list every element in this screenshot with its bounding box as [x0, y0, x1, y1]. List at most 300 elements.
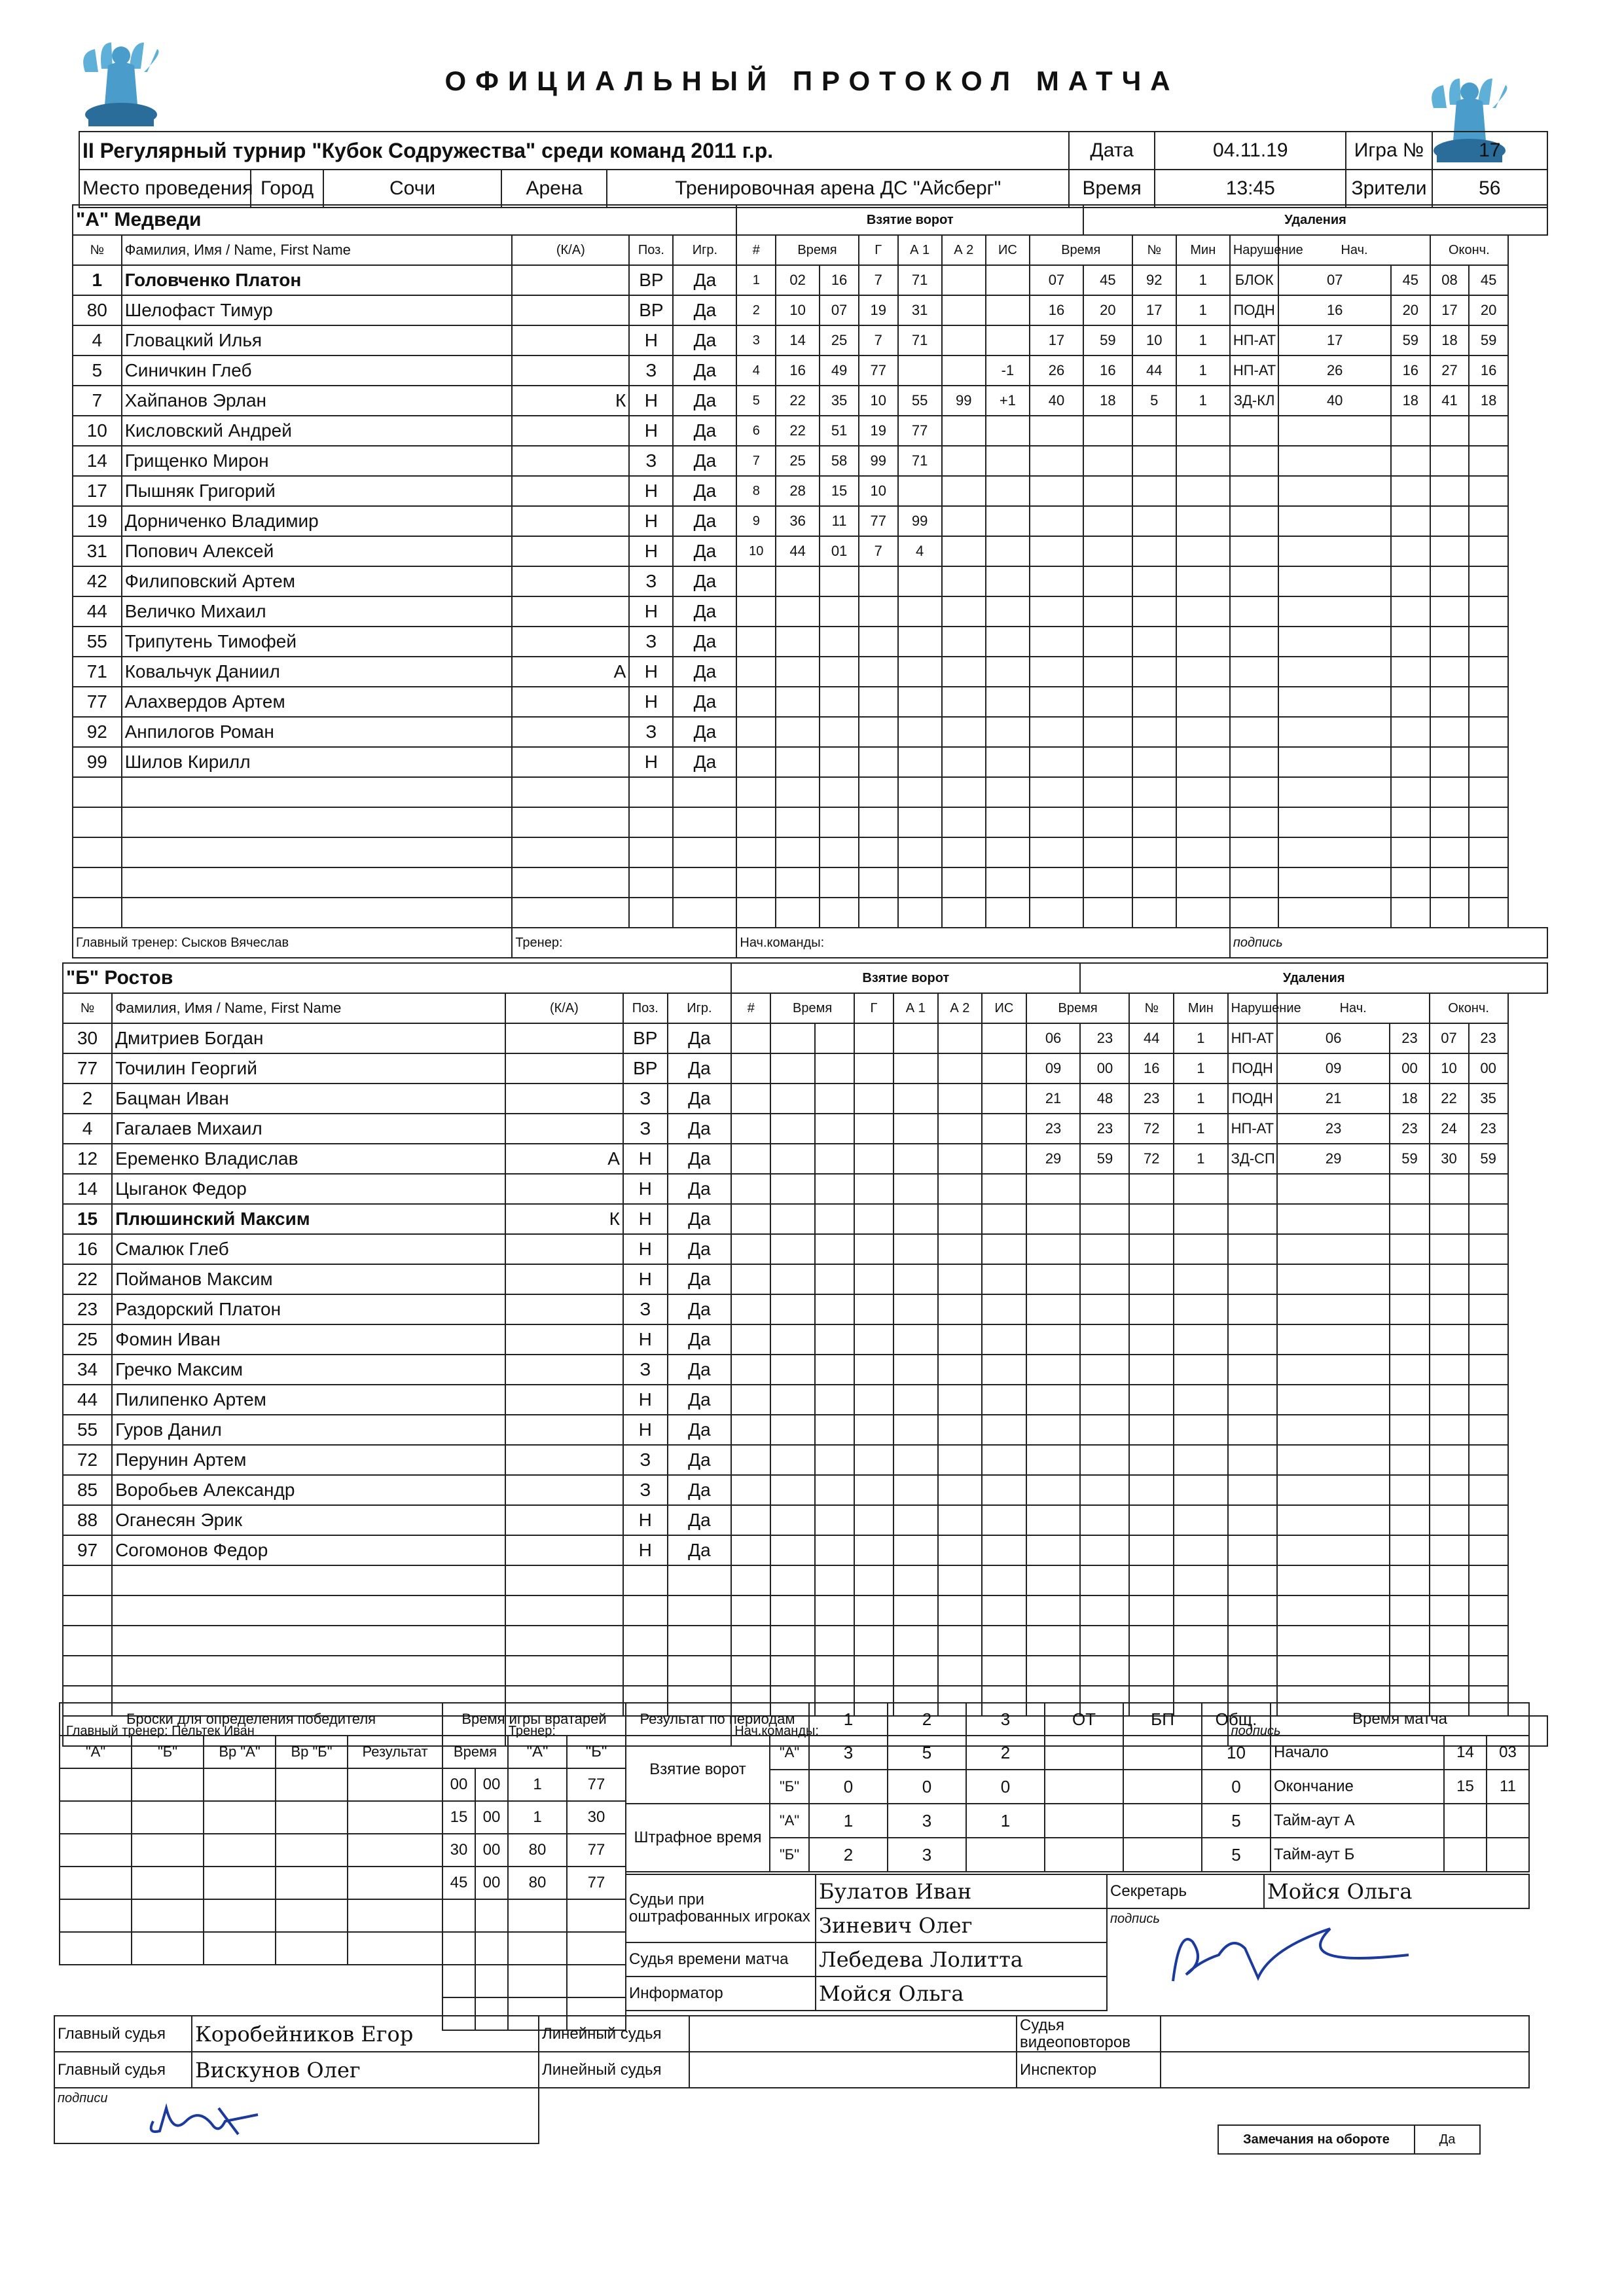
player-role: [512, 295, 629, 325]
penalty-start-sec: [1390, 1385, 1429, 1415]
player-position: З: [629, 355, 673, 386]
penalty-end-sec: [1469, 747, 1508, 777]
penalty-minute: [1026, 1475, 1081, 1505]
penalty-end-sec: 23: [1469, 1114, 1508, 1144]
goal-a1: [893, 1626, 938, 1656]
goal-second: 11: [820, 506, 859, 536]
penalty-violation: [1228, 1234, 1277, 1264]
player-position: Н: [623, 1415, 668, 1445]
goal-minute: [770, 1264, 815, 1294]
penalty-violation: ЗД-СП: [1228, 1144, 1277, 1174]
goal-number: [736, 627, 776, 657]
goal-minute: 44: [776, 536, 820, 566]
player-number: 77: [73, 687, 122, 717]
penalty-end-min: 08: [1430, 265, 1470, 295]
goal-a1: [893, 1204, 938, 1234]
goal-a1: [893, 1264, 938, 1294]
penalty-violation: [1230, 657, 1279, 687]
goal-number: [731, 1505, 770, 1535]
goal-second: 51: [820, 416, 859, 446]
penalty-end-sec: [1469, 1535, 1508, 1565]
penalty-end-min: [1430, 476, 1470, 506]
player-played: Да: [668, 1053, 732, 1084]
player-number: 12: [63, 1144, 112, 1174]
goal-is: [982, 1355, 1026, 1385]
goal-second: [820, 627, 859, 657]
penalty-end-sec: [1469, 717, 1508, 747]
player-played: Да: [668, 1505, 732, 1535]
period-team: "Б": [770, 1770, 809, 1804]
goal-a2: [942, 506, 986, 536]
goal-a2: [938, 1505, 983, 1535]
player-role: [512, 777, 629, 807]
goal-g: [854, 1355, 893, 1385]
penalty-minutes: 1: [1176, 355, 1230, 386]
penalty-second: [1080, 1505, 1129, 1535]
penalty-player: [1132, 898, 1176, 928]
col-name: Фамилия, Имя / Name, First Name: [122, 235, 513, 265]
goal-number: [731, 1294, 770, 1324]
game-value: 17: [1432, 132, 1547, 170]
goal-a2: [942, 295, 986, 325]
player-position: Н: [629, 476, 673, 506]
player-position: Н: [623, 1535, 668, 1565]
penalty-start-min: [1277, 1264, 1390, 1294]
player-played: Да: [673, 536, 736, 566]
goal-second: [820, 867, 859, 898]
goal-a2: [942, 807, 986, 837]
penalty-minutes: [1174, 1505, 1228, 1535]
inspector-label: Инспектор: [1017, 2052, 1161, 2088]
player-number: 85: [63, 1475, 112, 1505]
player-name: Гуров Данил: [112, 1415, 505, 1445]
penalty-start-sec: [1391, 837, 1430, 867]
penalty-player: [1132, 687, 1176, 717]
goal-minute: [770, 1385, 815, 1415]
player-name: Головченко Платон: [122, 265, 513, 295]
goal-number: [736, 898, 776, 928]
penalty-end-sec: 59: [1469, 325, 1508, 355]
goal-second: [815, 1053, 854, 1084]
col-violation: Нарушение: [1228, 993, 1277, 1023]
penalty-end-sec: [1469, 1264, 1508, 1294]
player-number: 2: [63, 1084, 112, 1114]
penalty-end-min: [1430, 506, 1470, 536]
player-role: [512, 265, 629, 295]
penalty-start-min: 21: [1277, 1084, 1390, 1114]
penalty-start-sec: 59: [1391, 325, 1430, 355]
player-position: ВР: [629, 295, 673, 325]
goal-is: [986, 807, 1030, 837]
player-name: Хайпанов Эрлан: [122, 386, 513, 416]
goal-second: [820, 657, 859, 687]
player-role: А: [505, 1144, 623, 1174]
penalty-second: 18: [1083, 386, 1132, 416]
player-name: Пойманов Максим: [112, 1264, 505, 1294]
penalty-end-min: 10: [1430, 1053, 1469, 1084]
goal-minute: [776, 687, 820, 717]
penalty-end-min: [1430, 1264, 1469, 1294]
penalty-judge-2: Зиневич Олег: [816, 1908, 1107, 1942]
player-role: К: [512, 386, 629, 416]
penalty-end-min: [1430, 1174, 1469, 1204]
player-played: Да: [673, 386, 736, 416]
col-g: Г: [854, 993, 893, 1023]
penalty-second: [1080, 1535, 1129, 1565]
player-name: Дмитриев Богдан: [112, 1023, 505, 1053]
goal-is: [982, 1174, 1026, 1204]
signature-label: подпись: [1230, 928, 1547, 958]
penalty-minutes: [1174, 1415, 1228, 1445]
goal-minute: [770, 1294, 815, 1324]
penalty-second: [1083, 596, 1132, 627]
goalie-b-number: [567, 1899, 626, 1932]
penalty-violation: [1230, 506, 1279, 536]
penalty-end-sec: [1469, 476, 1508, 506]
timeout-a-label: Тайм-аут А: [1271, 1804, 1444, 1838]
referee-signature: [140, 2095, 271, 2141]
goal-a2: [942, 898, 986, 928]
penalty-start-sec: [1390, 1234, 1429, 1264]
penalty-violation: [1228, 1505, 1277, 1535]
player-played: [673, 867, 736, 898]
player-position: [629, 898, 673, 928]
penalty-second: [1080, 1174, 1129, 1204]
penalty-minute: 21: [1026, 1084, 1081, 1114]
player-position: З: [629, 566, 673, 596]
player-number: 5: [73, 355, 122, 386]
goal-number: 2: [736, 295, 776, 325]
head-coach-label: Главный тренер:: [76, 935, 178, 950]
goal-minute: [776, 657, 820, 687]
timekeeper-name: Лебедева Лолитта: [816, 1942, 1107, 1977]
goal-is: [982, 1234, 1026, 1264]
penalty-violation: [1228, 1264, 1277, 1294]
goal-a2: [942, 265, 986, 295]
goal-a2: 99: [942, 386, 986, 416]
penalty-end-min: [1430, 747, 1470, 777]
goal-g: [854, 1174, 893, 1204]
penalty-player: [1129, 1535, 1174, 1565]
penalty-player: 17: [1132, 295, 1176, 325]
goal-a2: [942, 777, 986, 807]
goal-second: 01: [820, 536, 859, 566]
goal-a2: [942, 596, 986, 627]
shootout-col: "А": [60, 1736, 132, 1768]
goal-is: [986, 717, 1030, 747]
goal-is: [986, 446, 1030, 476]
player-name: Оганесян Эрик: [112, 1505, 505, 1535]
goalie-a-number: [508, 1965, 567, 1997]
penalty-minute: [1026, 1385, 1081, 1415]
ref2-name: Вискунов Олег: [192, 2052, 539, 2088]
goal-minute: 25: [776, 446, 820, 476]
player-name: Точилин Георгий: [112, 1053, 505, 1084]
secretary-label: Секретарь: [1107, 1874, 1264, 1908]
player-role: [505, 1084, 623, 1114]
goal-a1: [898, 627, 942, 657]
goal-g: [854, 1204, 893, 1234]
penalty-end-sec: 20: [1469, 295, 1508, 325]
penalty-minutes: 1: [1176, 386, 1230, 416]
penalty-end-sec: [1469, 1505, 1508, 1535]
goal-is: [986, 837, 1030, 867]
penalty-start-sec: [1390, 1505, 1429, 1535]
col-a2: А 2: [938, 993, 983, 1023]
penalty-violation: [1228, 1626, 1277, 1656]
penalty-violation: [1228, 1565, 1277, 1595]
goalie-change-minute: [442, 1899, 475, 1932]
player-played: Да: [668, 1204, 732, 1234]
arena-label: Арена: [501, 170, 607, 208]
player-played: Да: [673, 476, 736, 506]
player-role: [505, 1535, 623, 1565]
goal-number: [731, 1204, 770, 1234]
goal-second: [815, 1234, 854, 1264]
player-role: [512, 416, 629, 446]
player-played: Да: [668, 1114, 732, 1144]
penalty-violation: [1230, 687, 1279, 717]
goal-minute: [776, 898, 820, 928]
goal-minute: 16: [776, 355, 820, 386]
player-name: Алахвердов Артем: [122, 687, 513, 717]
player-position: З: [623, 1084, 668, 1114]
goalie-time-title: Время игры вратарей: [442, 1703, 626, 1736]
penalty-minute: [1030, 416, 1083, 446]
player-position: Н: [623, 1264, 668, 1294]
player-name: Бацман Иван: [112, 1084, 505, 1114]
goal-a1: [898, 596, 942, 627]
penalty-second: 48: [1080, 1084, 1129, 1114]
penalty-violation: [1228, 1174, 1277, 1204]
penalty-player: 44: [1132, 355, 1176, 386]
penalty-end-sec: [1469, 566, 1508, 596]
page-title: ОФИЦИАЛЬНЫЙ ПРОТОКОЛ МАТЧА: [444, 65, 1180, 96]
player-name: Гречко Максим: [112, 1355, 505, 1385]
player-name: Пилипенко Артем: [112, 1385, 505, 1415]
goal-number: [731, 1355, 770, 1385]
penalty-end-min: [1430, 1445, 1469, 1475]
player-position: Н: [623, 1234, 668, 1264]
goal-minute: 02: [776, 265, 820, 295]
period-value: [1045, 1804, 1123, 1838]
goal-g: [859, 566, 898, 596]
col-ka: (К/А): [505, 993, 623, 1023]
goal-second: [820, 807, 859, 837]
player-name: Попович Алексей: [122, 536, 513, 566]
goal-g: 10: [859, 476, 898, 506]
penalty-violation: [1230, 807, 1279, 837]
penalty-second: [1080, 1355, 1129, 1385]
goalie-change-second: 00: [475, 1768, 508, 1801]
goal-number: [731, 1535, 770, 1565]
goal-is: [986, 867, 1030, 898]
col-pen-no: №: [1129, 993, 1174, 1023]
col-is: ИС: [982, 993, 1026, 1023]
goal-a1: 4: [898, 536, 942, 566]
goal-second: [815, 1445, 854, 1475]
player-played: Да: [673, 657, 736, 687]
goal-a1: [898, 837, 942, 867]
period-value: 1: [966, 1804, 1045, 1838]
penalty-start-sec: [1390, 1174, 1429, 1204]
penalty-violation: [1228, 1475, 1277, 1505]
penalty-violation: [1228, 1445, 1277, 1475]
penalty-start-min: [1277, 1565, 1390, 1595]
penalty-end-min: [1430, 1324, 1469, 1355]
goal-a2: [942, 446, 986, 476]
penalty-player: [1132, 807, 1176, 837]
player-played: Да: [673, 355, 736, 386]
player-number: 4: [63, 1114, 112, 1144]
penalty-minute: [1026, 1415, 1081, 1445]
team-title: [63, 963, 731, 993]
player-role: [512, 325, 629, 355]
goal-is: [986, 416, 1030, 446]
goal-number: [736, 687, 776, 717]
penalty-violation: НП-АТ: [1228, 1114, 1277, 1144]
penalty-start-sec: 16: [1391, 355, 1430, 386]
period-value: [1123, 1804, 1202, 1838]
col-pen-time: Время: [1030, 235, 1132, 265]
goalie-b-number: 77: [567, 1834, 626, 1867]
penalty-second: [1083, 867, 1132, 898]
goal-a2: [938, 1084, 983, 1114]
penalty-player: [1129, 1415, 1174, 1445]
period-value: 3: [809, 1736, 888, 1770]
timeout-b-label: Тайм-аут Б: [1271, 1838, 1444, 1872]
player-played: Да: [668, 1385, 732, 1415]
goal-second: [820, 596, 859, 627]
goal-g: 7: [859, 265, 898, 295]
goal-a2: [938, 1053, 983, 1084]
penalty-second: [1083, 627, 1132, 657]
penalty-second: [1080, 1234, 1129, 1264]
player-number: 17: [73, 476, 122, 506]
goal-minute: [770, 1565, 815, 1595]
period-value: 2: [966, 1736, 1045, 1770]
goal-g: [859, 687, 898, 717]
penalty-end-min: [1430, 566, 1470, 596]
goal-second: [815, 1023, 854, 1053]
col-violation: Нарушение: [1230, 235, 1279, 265]
penalty-start-min: [1278, 596, 1391, 627]
match-header: [79, 131, 1548, 208]
penalty-start-sec: [1391, 747, 1430, 777]
player-role: [512, 747, 629, 777]
player-role: [505, 1174, 623, 1204]
penalty-minute: [1026, 1626, 1081, 1656]
player-name: [122, 777, 513, 807]
penalty-minutes: [1176, 867, 1230, 898]
penalty-end-sec: [1469, 657, 1508, 687]
penalty-player: [1129, 1505, 1174, 1535]
informer-name: Мойся Ольга: [816, 1977, 1107, 2011]
period-col: Общ.: [1202, 1703, 1271, 1736]
goal-is: [982, 1535, 1026, 1565]
goal-is: [982, 1204, 1026, 1234]
period-value: 0: [1202, 1770, 1271, 1804]
player-name: Грищенко Мирон: [122, 446, 513, 476]
goal-number: [736, 747, 776, 777]
goal-number: [736, 837, 776, 867]
goal-minute: 28: [776, 476, 820, 506]
goal-a2: [938, 1445, 983, 1475]
player-name: Гагалаев Михаил: [112, 1114, 505, 1144]
player-role: [512, 476, 629, 506]
penalty-second: 16: [1083, 355, 1132, 386]
penalty-start-sec: [1390, 1475, 1429, 1505]
player-position: Н: [623, 1324, 668, 1355]
player-role: [505, 1595, 623, 1626]
penalty-end-sec: [1469, 687, 1508, 717]
goalie-b-number: [567, 1932, 626, 1965]
player-position: З: [623, 1114, 668, 1144]
player-name: Смалюк Глеб: [112, 1234, 505, 1264]
penalty-player: [1132, 416, 1176, 446]
penalty-violation: [1230, 747, 1279, 777]
referee-signatures-label: подписи: [58, 2091, 108, 2105]
penalty-player: [1129, 1264, 1174, 1294]
penalty-start-sec: [1390, 1204, 1429, 1234]
col-goal-time: Время: [770, 993, 854, 1023]
goal-is: [986, 687, 1030, 717]
goal-number: [731, 1234, 770, 1264]
goal-a1: [893, 1385, 938, 1415]
penalty-second: [1083, 807, 1132, 837]
goal-a2: [938, 1264, 983, 1294]
shootout-table: [59, 1702, 443, 1965]
goal-minute: [770, 1114, 815, 1144]
player-played: Да: [673, 265, 736, 295]
player-number: 44: [73, 596, 122, 627]
goal-minute: [770, 1023, 815, 1053]
penalty-end-min: [1430, 446, 1470, 476]
penalty-player: [1132, 476, 1176, 506]
penalty-end-min: [1430, 807, 1470, 837]
end-label: Окончание: [1271, 1770, 1444, 1804]
penalty-start-sec: [1391, 777, 1430, 807]
penalty-start-min: [1278, 747, 1391, 777]
penalty-end-min: [1430, 717, 1470, 747]
goal-minute: [770, 1234, 815, 1264]
goal-a1: 71: [898, 325, 942, 355]
goal-g: [854, 1656, 893, 1686]
head-coach-label: Главный тренер:: [66, 1723, 168, 1738]
goal-g: [854, 1053, 893, 1084]
goal-second: 49: [820, 355, 859, 386]
period-value: 2: [809, 1838, 888, 1872]
penalty-player: [1129, 1174, 1174, 1204]
period-value: 5: [888, 1736, 966, 1770]
penalty-violation: [1228, 1535, 1277, 1565]
period-value: [1045, 1736, 1123, 1770]
time-value: 13:45: [1155, 170, 1346, 208]
remarks-label: Замечания на обороте: [1218, 2125, 1415, 2154]
player-played: [673, 807, 736, 837]
penalty-minutes: [1174, 1445, 1228, 1475]
goal-g: [854, 1595, 893, 1626]
player-role: [505, 1294, 623, 1324]
penalty-minute: [1026, 1264, 1081, 1294]
goal-minute: [776, 837, 820, 867]
player-number: 30: [63, 1023, 112, 1053]
goal-g: [859, 898, 898, 928]
penalty-start-min: [1277, 1445, 1390, 1475]
penalty-end-min: 07: [1430, 1023, 1469, 1053]
shootout-col: Результат: [348, 1736, 442, 1768]
period-results-table: [625, 1702, 1271, 1872]
